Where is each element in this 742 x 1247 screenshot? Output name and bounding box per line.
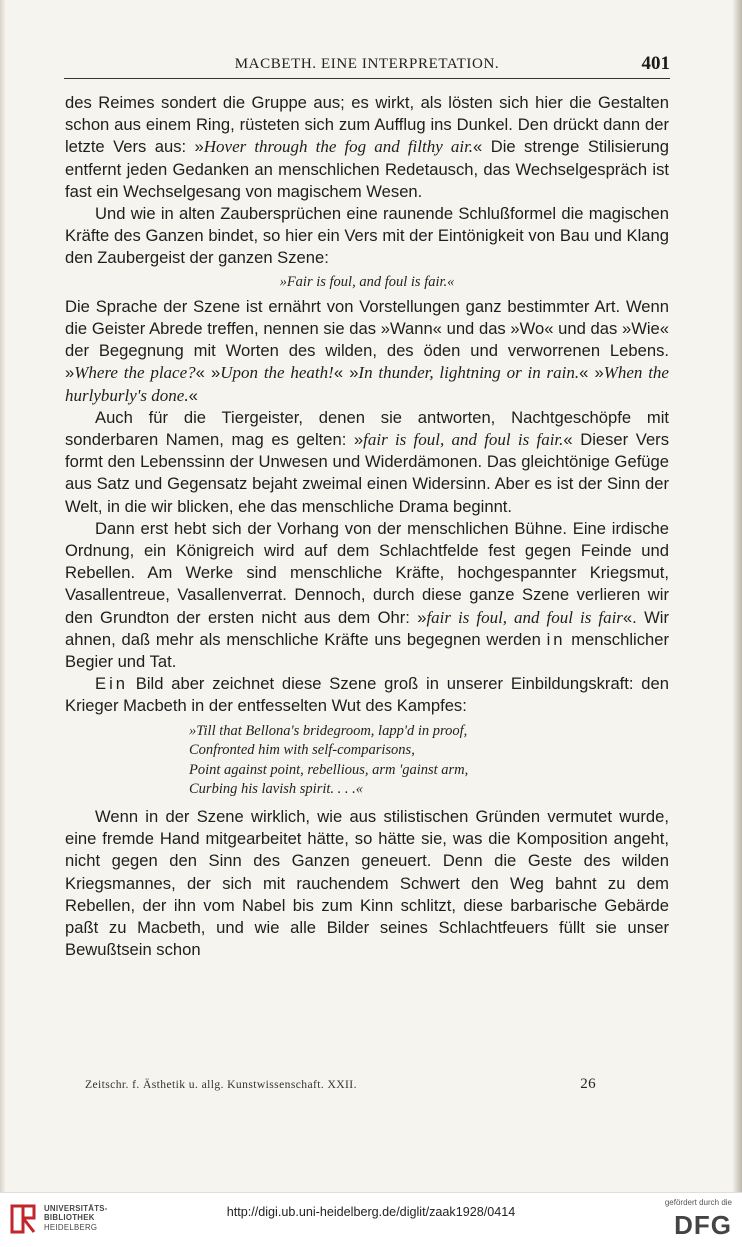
paragraph — [65, 407, 669, 518]
viewer-bottom-bar — [0, 1192, 742, 1247]
permalink-url[interactable]: http://digi.ub.uni-heidelberg.de/diglit/zaak1928/0414 — [226, 1205, 516, 1219]
paragraph-text: « Die strenge Stilisierung entfernt jeden Gedanken an menschlichen Redetausch, das Wechselgespräch ist fast ein Wechselgesang von magischem Wesen. — [65, 137, 669, 201]
funded-by-label: gefördert durch die — [664, 1198, 732, 1207]
paragraph — [65, 296, 669, 407]
paragraph — [65, 518, 669, 673]
quoted-verse-text: Where the place? — [74, 363, 196, 383]
paragraph — [65, 806, 669, 961]
page-footer — [85, 1078, 596, 1091]
quoted-verse-text: Hover through the fog and filthy air. — [203, 137, 474, 157]
paragraph-text: Bild aber zeichnet diese Szene groß in unserer Einbildungskraft: den Krieger Macbeth in der entfesselten Wut des Kampfes: — [65, 674, 669, 716]
quoted-verse-text: Upon the heath! — [220, 363, 334, 383]
paragraph — [65, 92, 669, 203]
paragraph-text: Auch für die Tiergeister, denen sie antworten, Nachtgeschöpfe mit sonderbaren Namen, mag es gelten: » — [65, 407, 669, 450]
paragraph-text: « » — [333, 363, 359, 383]
quoted-verse-text: When the hurlyburly's done. — [65, 363, 669, 405]
running-title: MACBETH. EINE INTERPRETATION. — [234, 56, 500, 72]
paragraph-text: « » — [579, 363, 604, 383]
paragraph-text: « Dieser Vers formt den Lebenssinn der Unwesen und Widerdämonen. Das gleichtönige Gefüge aus Satz und Gegensatz bejaht zweimal einen Widersinn. Aber es ist der Sinn der Welt, in die wir blicken, ehe das menschliche Drama beginnt. — [65, 430, 669, 516]
library-line: HEIDELBERG — [44, 1222, 98, 1232]
verse-line: Curbing his lavish spirit. . . .« — [189, 781, 364, 798]
paragraph-text: des Reimes sondert die Gruppe aus; es wirkt, als lösten sich hier die Gestalten schon aus einem Ring, rüsteten sich zum Aufflug ins Dunkel. Den drückt dann der letzte Vers aus: » — [65, 93, 669, 157]
paragraph-text: Dann erst hebt sich der Vorhang von der menschlichen Bühne. Eine irdische Ordnung, ein Königreich wird auf dem Schlachtfelde fest gegen Feinde und Rebellen. Am Werke sind menschliche Kräfte, hochgespannter Kriegsmut, Vasallentreue, Vasallenverrat. Dennoch, durch diese ganze Szene verlieren wir den Grundton der ersten nicht aus dem Ohr: » — [65, 518, 669, 627]
paragraph-text: menschlicher Begier und Tat. — [65, 629, 669, 672]
body-text — [65, 92, 669, 961]
paragraph-text: Die Sprache der Szene ist ernährt von Vorstellungen ganz bestimmter Art. Wenn die Geister Abrede treffen, nennen sie das »Wann« und das »Wo« und das »Wie« der Begegnung mit Worten des wilden, des öden und verworrenen Lebens. » — [65, 296, 669, 383]
quoted-verse-text: In thunder, lightning or in rain. — [358, 363, 580, 383]
paragraph — [65, 203, 669, 270]
library-line: UNIVERSITÄTS- — [44, 1204, 108, 1213]
verse-quote — [189, 722, 669, 800]
quoted-verse-text: fair is foul, and foul is fair. — [363, 430, 564, 450]
paragraph-text: Wenn in der Szene wirklich, wie aus stilistischen Gründen vermutet wurde, eine fremde Hand mitgearbeitet hätte, so hätte sie, was die Komposition angeht, nicht gegen den Sinn des Ganzen geneuert. Denn die Geste des wilden Kriegsmannes, der sich mit rauchendem Schwert den Weg bahnt zu dem Rebellen, der ihn vom Nabel bis zum Kinn schlitzt, diese barbarische Gebärde paßt zu Macbeth, und wie alle Bilder seines Schlachtfeuers füllt sie unser Bewußtsein schon — [65, 807, 669, 960]
verse-line: »Fair is foul, and foul is fair.« — [279, 273, 455, 290]
quoted-verse-text: fair is foul, and foul is fair — [426, 607, 623, 627]
paragraph-text: in — [546, 629, 566, 649]
verse-line: Point against point, rebellious, arm 'gainst arm, — [189, 761, 469, 778]
paragraph — [65, 673, 669, 717]
verse-line: Confronted him with self-comparisons, — [189, 742, 415, 759]
journal-citation: Zeitschr. f. Ästhetik u. allg. Kunstwissenschaft. XXII. — [85, 1078, 357, 1091]
library-line: BIBLIOTHEK — [44, 1213, 95, 1223]
paragraph-text: « — [188, 385, 198, 405]
running-head — [64, 54, 670, 79]
paragraph-text: «. Wir ahnen, daß mehr als menschliche Kräfte uns begegnen werden — [65, 607, 669, 649]
paragraph-text: « » — [195, 363, 221, 383]
verse-quote — [65, 271, 669, 293]
paragraph-text: Und wie in alten Zaubersprüchen eine raunende Schlußformel die magischen Kräfte des Ganzen bindet, so hier ein Vers mit der Eintönigkeit von Bau und Klang den Zaubergeist der ganzen Szene: — [65, 204, 669, 268]
dfg-logo: DFG — [674, 1210, 732, 1240]
verse-line: »Till that Bellona's bridegroom, lapp'd in proof, — [189, 722, 468, 739]
paragraph-text: Ein — [95, 674, 128, 694]
page-number: 401 — [641, 53, 670, 74]
signature-mark: 26 — [580, 1076, 596, 1092]
